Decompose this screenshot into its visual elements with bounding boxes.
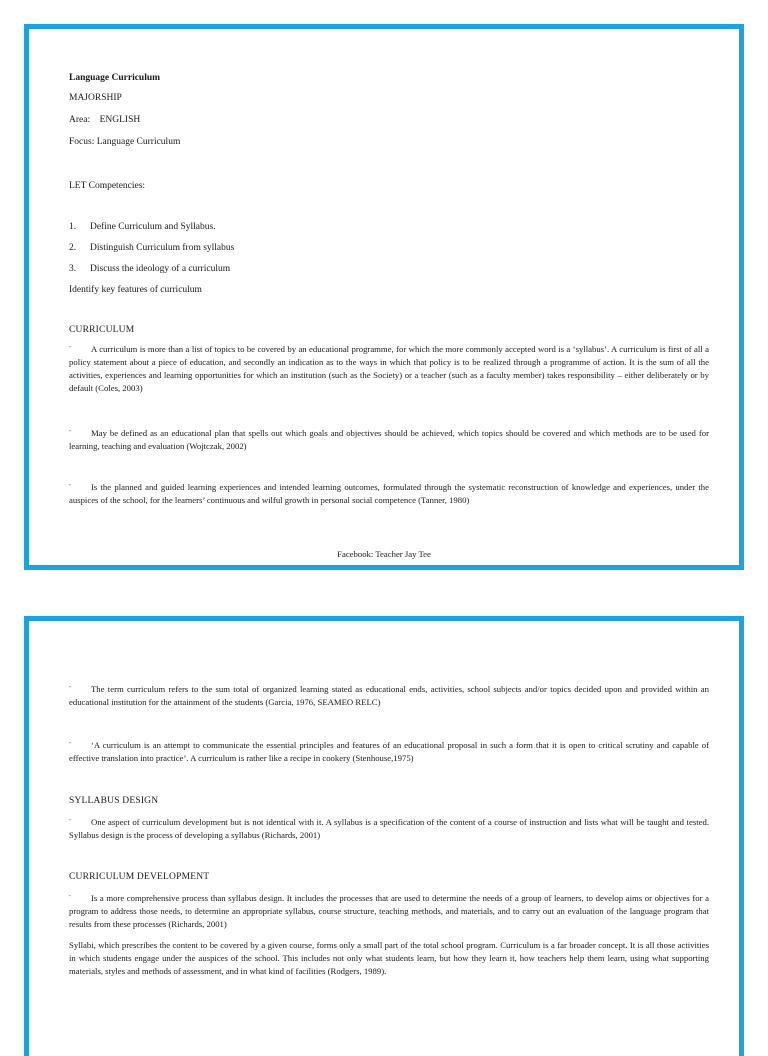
curriculum-paragraph <box>69 739 709 765</box>
bullet-icon: ¨ <box>69 483 72 491</box>
competency-text: Discuss the ideology of a curriculum <box>90 264 231 274</box>
bullet-icon: ¨ <box>69 818 72 826</box>
document-title: Language Curriculum <box>69 73 161 83</box>
curriculum-paragraph <box>69 481 709 507</box>
document-page-2 <box>24 616 744 1056</box>
document-page-1 <box>24 24 744 570</box>
bullet-icon: ¨ <box>69 894 72 902</box>
paragraph-text: ‘A curriculum is an attempt to communicate the essential principles and features of an educational proposal in such a form that it is open to critical scrutiny and capable of effective translation into practice’. A curriculum is rather like a recipe in cookery (Stenhouse,1975) <box>69 740 709 763</box>
competency-item <box>69 243 234 253</box>
paragraph-text: The term curriculum refers to the sum total of organized learning stated as educational ends, activities, school subjects and/or topics decided upon and provided within an educational institution for the attainment of the students (Garcia, 1976, SEAMEO RELC) <box>69 684 709 707</box>
paragraph-text: One aspect of curriculum development but is not identical with it. A syllabus is a specification of the content of a course of instruction and lists what will be taught and tested. Syllabus design is the process of developing a syllabus (Richards, 2001) <box>69 817 709 840</box>
syllabus-paragraph <box>69 816 709 842</box>
syllabi-paragraph: Syllabi, which prescribes the content to be covered by a given course, forms only a small part of the total school program. Curriculum is a far broader concept. It is all those activities in which students engage under the auspices of the school. This includes not only what students learn, but how they learn it, how teachers help them learn, using what supporting materials, styles and methods of assessment, and in what kind of facilities (Rodgers, 1989). <box>69 940 709 976</box>
curriculum-development-heading: CURRICULUM DEVELOPMENT <box>69 872 210 882</box>
bullet-icon: ¨ <box>69 429 72 437</box>
competency-text: Distinguish Curriculum from syllabus <box>90 243 235 253</box>
bullet-icon: ¨ <box>69 345 72 353</box>
competencies-label: LET Competencies: <box>69 181 146 191</box>
extra-competency: Identify key features of curriculum <box>69 285 202 295</box>
competency-item <box>69 264 230 274</box>
paragraph-text: Is the planned and guided learning experiences and intended learning outcomes, formulated through the systematic reconstruction of knowledge and experiences, under the auspices of the school, for the learners’ continuous and wilful growth in personal social competence (Tanner, 1980) <box>69 482 709 505</box>
paragraph-text: A curriculum is more than a list of topics to be covered by an educational programme, for which the more commonly accepted word is a ‘syllabus’. A curriculum is first of all a policy statement about a piece of education, and secondly an indication as to the ways in which that policy is to be realized through a programme of action. It is the sum of all the activities, experiences and learning opportunities for which an institution (such as the Society) or a teacher (such as a faculty member) takes responsibility – either deliberately or by default (Coles, 2003) <box>69 344 709 393</box>
curriculum-paragraph <box>69 343 709 395</box>
bullet-icon: ¨ <box>69 741 72 749</box>
focus-label: Focus: Language Curriculum <box>69 137 181 147</box>
area-label: Area: ENGLISH <box>69 115 141 125</box>
syllabus-design-heading: SYLLABUS DESIGN <box>69 796 159 806</box>
competency-number: 1. <box>69 222 77 232</box>
curriculum-heading: CURRICULUM <box>69 325 135 335</box>
competency-item <box>69 222 216 232</box>
competency-number: 2. <box>69 243 77 253</box>
bullet-icon: ¨ <box>69 685 72 693</box>
competency-number: 3. <box>69 264 77 274</box>
paragraph-text: Is a more comprehensive process than syllabus design. It includes the processes that are used to determine the needs of a group of learners, to develop aims or objectives for a program to address those needs, to determine an appropriate syllabus, course structure, teaching methods, and materials, and to carry out an evaluation of the language program that results from these processes (Richards, 2001) <box>69 893 709 929</box>
page-footer: Facebook: Teacher Jay Tee <box>337 549 431 559</box>
competency-text: Define Curriculum and Syllabus. <box>90 222 216 232</box>
paragraph-text: May be defined as an educational plan that spells out which goals and objectives should be achieved, which topics should be covered and which methods are to be used for learning, teaching and evaluation (Wojtczak, 2002) <box>69 428 709 451</box>
curriculum-paragraph <box>69 427 709 453</box>
curriculum-paragraph <box>69 683 709 709</box>
development-paragraph <box>69 892 709 931</box>
majorship-label: MAJORSHIP <box>69 93 122 103</box>
